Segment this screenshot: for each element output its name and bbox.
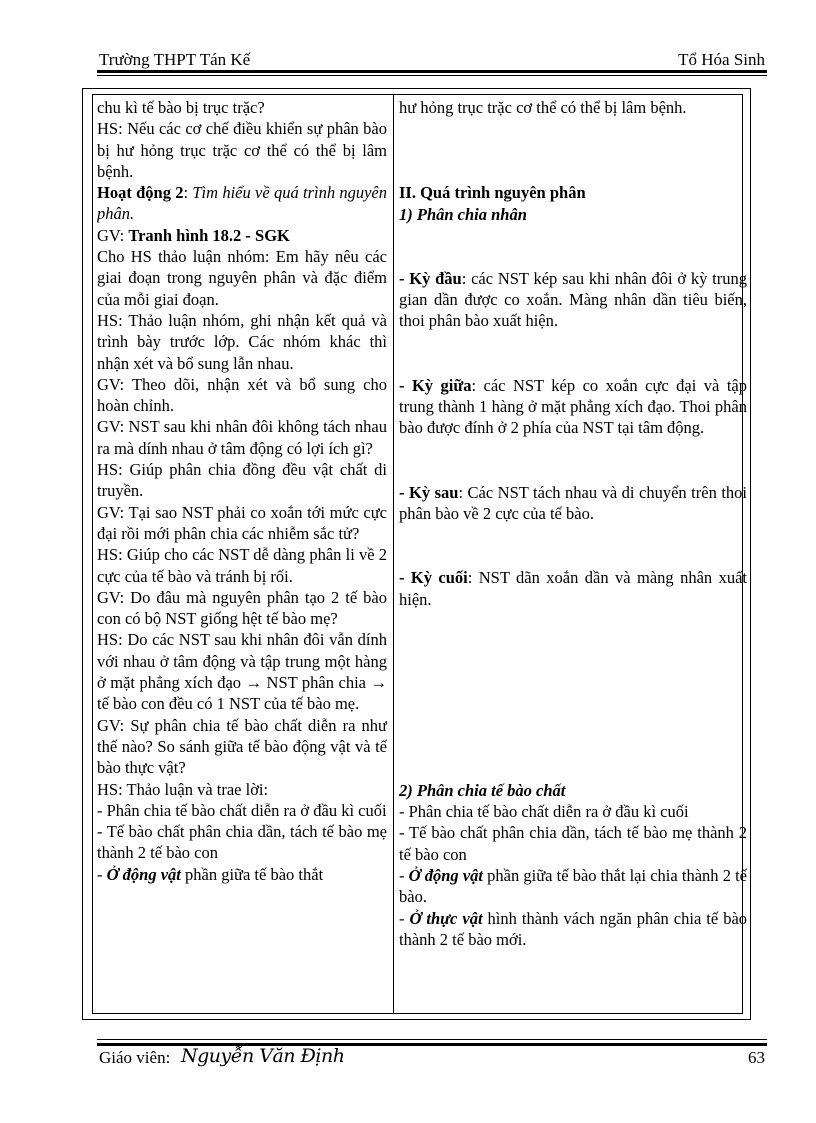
cytokinesis-line-2: - Tế bào chất phân chia dần, tách tế bào mẹ thành 2 tế bào con xyxy=(399,823,747,864)
activity-sep: : xyxy=(183,183,193,203)
subsection-2-title: 2) Phân chia tế bào chất xyxy=(399,780,566,800)
teacher-label: Giáo viên: xyxy=(99,1048,171,1067)
left-line-14: GV: Sự phân chia tế bào chất diễn ra như thế nào? So sánh giữa tế bào động vật và tế bào thực vật? xyxy=(97,715,387,778)
left-line-10: GV: Tại sao NST phải co xoắn tới mức cực đại rồi mới phân chia các nhiễm sắc tử? xyxy=(97,502,387,543)
section-heading xyxy=(399,182,747,203)
activity-heading xyxy=(97,182,387,225)
subsection-1 xyxy=(399,204,747,225)
spacer xyxy=(399,225,747,268)
spacer xyxy=(399,332,747,375)
activity-label: Hoạt động 2 xyxy=(97,183,184,203)
school-name: Trường THPT Tán Kế xyxy=(99,50,251,69)
left-line-17: - Tế bào chất phân chia dần, tách tế bào mẹ thành 2 tế bào con xyxy=(97,822,387,863)
left-line-7: GV: Theo dõi, nhận xét và bổ sung cho hoàn chỉnh. xyxy=(97,374,387,416)
header-rule-thin xyxy=(97,75,767,76)
department-name: Tổ Hóa Sinh xyxy=(678,50,765,69)
anaphase-text: : Các NST tách nhau và di chuyển trên thoi phân bào về 2 cực của tế bào. xyxy=(399,482,747,523)
telophase-label: - Kỳ cuối xyxy=(399,568,468,588)
cytokinesis-plant xyxy=(399,908,747,951)
telophase-text: : NST dãn xoắn dần và màng nhân xuất hiện. xyxy=(399,568,747,609)
metaphase-text: : các NST kép co xoắn cực đại và tập trung thành 1 hàng ở mặt phẳng xích đạo. Thoi phân bào được đính ở 2 phía của NST tại tâm động. xyxy=(399,375,747,438)
header-rule-thick xyxy=(97,70,767,73)
c4-rest: hình thành vách ngăn phân chia tế bào thành 2 tế bào mới. xyxy=(399,908,747,949)
left-line-11: HS: Giúp cho các NST dễ dàng phân li về 2 cực của tế bào và tránh bị rối. xyxy=(97,545,387,586)
metaphase-label: - Kỳ giữa xyxy=(399,375,472,395)
spacer xyxy=(399,118,747,182)
l18-bold: Ở động vật xyxy=(106,864,181,884)
c4-dash: - xyxy=(399,908,410,928)
c3-dash: - xyxy=(399,866,409,886)
left-line-16: - Phân chia tế bào chất diễn ra ở đầu kì cuối xyxy=(97,800,387,820)
right-line-1: hư hỏng trục trặc cơ thể có thể bị lâm bệnh. xyxy=(399,98,687,117)
footer-rule-thin xyxy=(97,1039,767,1040)
column-divider xyxy=(393,94,394,1014)
left-line-13: HS: Do các NST sau khi nhân đôi vẫn dính với nhau ở tâm động và tập trung một hàng ở mặt phẳng xích đạo → NST phân chia → tế bào con đều có 1 NST của tế bào mẹ. xyxy=(97,630,387,714)
left-line-5: Cho HS thảo luận nhóm: Em hãy nêu các giai đoạn trong nguyên phân và đặc điểm của mỗi giai đoạn. xyxy=(97,247,387,309)
cytokinesis-animal xyxy=(399,865,747,908)
l18-rest: phần giữa tế bào thắt xyxy=(180,864,324,884)
anaphase-item xyxy=(399,482,747,525)
left-line-12: GV: Do đâu mà nguyên phân tạo 2 tế bào con có bộ NST giống hệt tế bào mẹ? xyxy=(97,587,387,629)
page-header xyxy=(97,50,767,72)
page-number: 63 xyxy=(748,1048,765,1067)
left-line-1: chu kì tế bào bị trục trặc? xyxy=(97,98,265,117)
prophase-label: - Kỳ đầu xyxy=(399,268,462,288)
gv1-prefix: GV: xyxy=(97,225,129,245)
left-line-9: HS: Giúp phân chia đồng đều vật chất di truyền. xyxy=(97,460,387,501)
spacer xyxy=(399,524,747,567)
c3-bold: Ở động vật xyxy=(408,866,483,886)
subsection-1-title: 1) Phân chia nhân xyxy=(399,204,527,224)
gv1-bold: Tranh hình 18.2 - SGK xyxy=(128,225,290,245)
activities-column xyxy=(97,97,387,1011)
c4-bold: Ở thực vật xyxy=(409,908,483,928)
page-footer xyxy=(97,1047,767,1073)
section-title: II. Quá trình nguyên phân xyxy=(399,183,586,203)
content-column xyxy=(399,97,747,1011)
left-line-15: HS: Thảo luận và trae lời: xyxy=(97,779,269,799)
c3-rest: phần giữa tế bào thắt lại chia thành 2 tế bào. xyxy=(399,866,747,907)
cytokinesis-line-1: - Phân chia tế bào chất diễn ra ở đầu kì cuối xyxy=(399,802,689,822)
activity-text: Tìm hiểu về quá trình nguyên phân. xyxy=(97,183,387,224)
metaphase-item xyxy=(399,375,747,439)
prophase-item xyxy=(399,268,747,332)
left-line-18 xyxy=(97,864,387,885)
left-line-6: HS: Thảo luận nhóm, ghi nhận kết quả và trình bày trước lớp. Các nhóm khác thì nhận xét và bổ sung lẫn nhau. xyxy=(97,310,387,373)
prophase-text: : các NST kép sau khi nhân đôi ở kỳ trung gian dần được co xoắn. Màng nhân dần tiêu biến, thoi phân bào xuất hiện. xyxy=(399,268,747,331)
teacher-signature: Nguyễn Văn Định xyxy=(181,1045,345,1067)
spacer xyxy=(399,610,747,780)
left-line-8: GV: NST sau khi nhân đôi không tách nhau ra mà dính nhau ở tâm động có lợi ích gì? xyxy=(97,417,387,458)
anaphase-label: - Kỳ sau xyxy=(399,482,459,502)
left-line-2: HS: Nếu các cơ chế điều khiển sự phân bào bị hư hỏng trục trặc cơ thể có thể bị lâm bệnh. xyxy=(97,119,387,181)
subsection-2 xyxy=(399,780,747,801)
left-line-gv1 xyxy=(97,225,387,246)
l18-dash: - xyxy=(97,864,107,884)
spacer xyxy=(399,439,747,482)
telophase-item xyxy=(399,567,747,610)
